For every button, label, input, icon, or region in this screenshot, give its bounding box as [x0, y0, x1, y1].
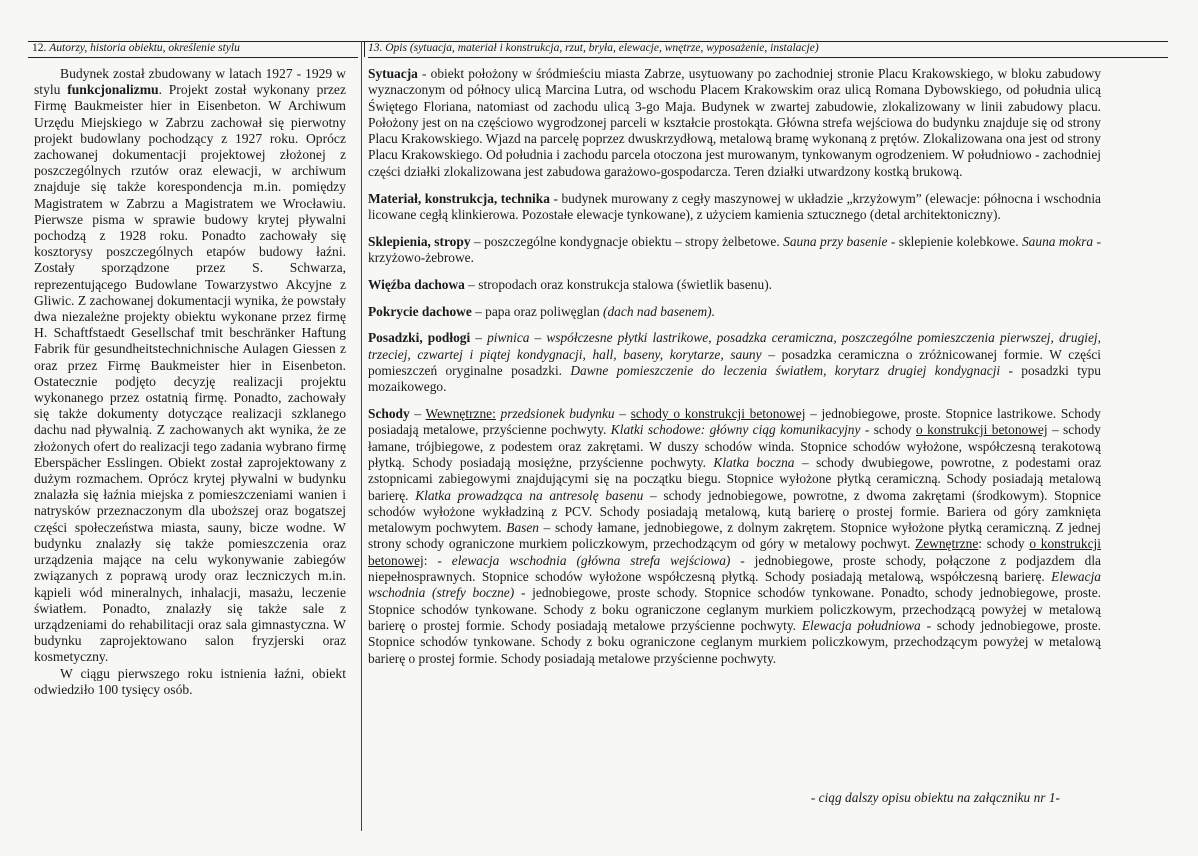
description-column — [368, 66, 1101, 677]
schody-text: – jednobiegowe, proste. Stopnice lastrikowe. Schody posiadają metalowe, przyścienne pochwyty. — [368, 406, 1101, 438]
schody-text: - jednobiegowe, proste schody. Stopnice schodów tynkowane. Ponadto, schody jednobiegowe, proste. Stopnice schodów tynkowane. Schody z boku ograniczone ceglanym murkiem policzkowym, przechodzącą powyżej w metalową barierę o prostej formie. Schody posiadają metalowe przyścienne pochwyty. — [368, 585, 1101, 633]
right-header-rule — [368, 57, 1168, 58]
pokrycie-label: Pokrycie dachowe — [368, 303, 472, 319]
posadzki-text: – posadzka ceramiczna o zróżnicowanej formie. W części pomieszczeń oryginalne posadzki. — [368, 346, 1102, 378]
left-header-rule — [28, 57, 358, 58]
schody-italic: elewacja wschodnia (główna strefa wejściowa) — [451, 552, 731, 568]
right-section-title: Opis (sytuacja, materiał i konstrukcja, rzut, bryła, elewacje, wnętrze, wyposażenie, instalacje) — [385, 42, 819, 54]
pokrycie-text: – papa oraz poliwęglan — [471, 303, 604, 319]
schody-text: : - — [423, 552, 452, 568]
sklepienia-italic: Sauna przy basenie — [783, 233, 888, 249]
column-divider — [361, 41, 362, 831]
continuation-note: - ciąg dalszy opisu obiektu na załączniku nr 1- — [810, 790, 1060, 805]
header-divider — [364, 41, 365, 57]
sklepienia-text: - krzyżowo-żebrowe. — [368, 233, 1101, 265]
schody-italic: Basen — [506, 520, 540, 536]
sklepienia-paragraph — [368, 234, 1101, 267]
wiezba-text: – stropodach oraz konstrukcja stalowa (świetlik basenu). — [464, 276, 772, 292]
schody-text: - schody — [860, 422, 917, 438]
history-text-cont: . Projekt został wykonany przez Firmę Baukmeister hier in Eisenbeton. W Archiwum Urzędu Miejskiego w Zabrzu zachował się pierwotny projekt budowlany pochodzący z 1927 roku. Oprócz zachowanej dokumentacji projektowej złożonej z poszczególnych rzutów oraz elewacji, w archiwum znajduje się także korespondencja m.in. pomiędzy Magistratem w Zabrzu a Magistratem we Wrocławiu. Pierwsze pisma w sprawie budowy krytej pływalni pochodzą z 1928 roku. Ponadto zachowały się kosztorysy poszczególnych etapów budowy łaźni. Zostały sporządzone przez S. Schwarza, reprezentującego Budowlane Towarzystwo Akcyjne z Gliwic. Z zachowanej dokumentacji wynika, że powstały dwa niezależne projekty obiektu wykonane przez firmę H. Schaftfstaedt Gesellschaf tmit beschränker Haftung Fabrik für gesundheitstechnichnische Aulagen Giessen z oraz przez Firmę Baukmeister hier in Eisenbeton. Ostatecznie podjęto decyzję realizacji projektu wykonanego przez ostatnią firmę. Ponadto, zachowały się także dokumenty dotyczące realizacji szklanego dachu nad pływalnią. Z zachowanych akt wynika, że ze złożonych ofert do realizacji tego zadania wybrano firmę Eberspächer Esslingen. Obiekt został zaprojektowany z dużym rozmachem. Oprócz krytej pływalni w budynku znalazła się łaźnia miejska z pomieszczeniami wanien i natrysków przeznaczonym dla uboższej oraz bogatszej części społeczeństwa miasta, sauny, bicze wodne. W budynku znalazły się także pomieszczenia oraz urządzenia mające na celu wykonywanie zabiegów związanych z poprawą urody oraz leczniczych m.in. kąpieli wód mineralnych, inhalacji, masażu, leczenie światłem. Ponadto, znalazły się także sale z urządzeniami do rehabilitacji oraz sala gimnastyczna. W budynku zaprojektowano salon fryzjerski oraz kosmetyczny. — [34, 82, 346, 665]
sytuacja-paragraph — [368, 66, 1101, 180]
visitors-paragraph: W ciągu pierwszego roku istnienia łaźni, obiekt odwiedziło 100 tysięcy osób. — [34, 665, 346, 697]
style-name: funkcjonalizmu — [67, 82, 159, 98]
sklepienia-italic: Sauna mokra — [1021, 233, 1094, 249]
right-section-header — [368, 42, 819, 54]
history-text: Budynek został zbudowany w latach 1927 - 1929 w stylu — [34, 66, 346, 98]
schody-underlined: schody o konstrukcji betonowej — [630, 406, 806, 422]
material-label: Materiał, konstrukcja, technika — [368, 190, 550, 206]
schody-italic: Klatki schodowe: główny ciąg komunikacyjny — [610, 422, 861, 438]
sytuacja-text: - obiekt położony w śródmieściu miasta Zabrze, usytuowany po zachodniej stronie Placu Krakowskiego, w bloku zabudowy wyznaczonym od północy ulicą Marcina Lutra, od wschodu Placem Krakowskim oraz ulicą Romana Dybowskiego, od południa ulicą Świętego Floriana, natomiast od zachodu ulicą 3-go Maja. Budynek w zwartej zabudowie, zlokalizowany w linii zabudowy placu. Położony jest on na częściowo wygrodzonej parceli w kształcie prostokąta. Główna strefa wejściowa do budynku znajduje się od strony Placu Krakowskiego. Wjazd na parcelę poprzez dwuskrzydłową, metalową bramę wykonaną z prętów. Zlokalizowana ona jest od strony Placu Krakowskiego. Od południa i zachodu parcela otoczona jest murowanym, tynkowanym ogrodzeniem. W południowo - zachodniej części działki zlokalizowana jest zabudowa garażowo-gospodarcza. Teren działki utwardzony kostką brukową. — [368, 66, 1101, 179]
schody-underlined: Wewnętrzne: — [425, 406, 496, 422]
material-text: - budynek murowany z cegły maszynowej w układzie „krzyżowym” (elewacje: północna i wschodnia licowane cegłą klinkierowa. Pozostałe elewacje tynkowane), z użyciem kamienia sztucznego (detal architektoniczny). — [368, 190, 1101, 222]
wiezba-paragraph — [368, 277, 1101, 293]
sklepienia-text: - sklepienie kolebkowe. — [887, 233, 1022, 249]
schody-label: Schody — [368, 406, 410, 422]
posadzki-italic: Dawne pomieszczenie do leczenia światłem, korytarz drugiej kondygnacji — [570, 362, 1001, 378]
posadzki-paragraph — [368, 330, 1101, 395]
schody-underlined: o konstrukcji betonowej — [368, 536, 1101, 568]
schody-underlined: o konstrukcji betonowej — [916, 422, 1048, 438]
sklepienia-label: Sklepienia, stropy — [368, 233, 471, 249]
posadzki-label: Posadzki, podłogi — [368, 330, 471, 346]
schody-text: – — [409, 406, 426, 422]
schody-text: – schody jednobiegowe, powrotne, z dwoma zakrętami (środkowym). Stopnice schodów wyłożone wykładziną z PCV. Schody posiadają metalową, kutą barierę o prostej formie. Bariera od góry zamknięta metalowym pochwytem. — [368, 487, 1101, 536]
schody-text: : schody — [978, 536, 1030, 552]
schody-italic: Elewacja wschodnia (strefy boczne) — [368, 569, 1101, 601]
sytuacja-label: Sytuacja — [368, 66, 418, 81]
schody-text: - jednobiegowe, proste schody, połączone z podjazdem dla niepełnosprawnych. Stopnice schodów wyłożone współczesną płytką. Schody posiadają metalową, współczesną barierę. — [368, 552, 1101, 585]
schody-italic: przedsionek budynku — [495, 406, 615, 422]
history-column — [34, 66, 346, 698]
posadzki-italic: – piwnica – współczesne płytki lastrikowe, posadzka ceramiczna, poszczególne pomieszczenia pierwszej, drugiej, trzeciej, czwartej i piątej kondygnacji, hall, baseny, korytarze, sauny — [368, 330, 1101, 362]
posadzki-text: - posadzki typu mozaikowego. — [368, 362, 1101, 395]
schody-text: – schody dwubiegowe, powrotne, z podestami oraz zstopnicami zabiegowymi znajdującymi się na początku biegu. Stopnice wyłożone płytką ceramiczną. Schody posiadają metalową barierę. — [368, 454, 1101, 503]
schody-text: – — [614, 406, 631, 422]
left-section-title: Autorzy, historia obiektu, określenie stylu — [49, 42, 240, 54]
schody-text: – schody łamane, jednobiegowe, z dolnym zakrętem. Stopnice wyłożone płytką ceramiczną. Z jednej strony schody ograniczone murkiem policzkowym, przechodzącym od góry w metalowy pochwyt. — [368, 520, 1101, 552]
left-section-header — [32, 42, 240, 54]
history-paragraph — [34, 66, 346, 666]
sklepienia-text: – poszczególne kondygnacje obiektu – stropy żelbetowe. — [470, 233, 784, 249]
left-section-number: 12. — [32, 42, 47, 54]
schody-italic: Elewacja południowa — [801, 617, 921, 633]
schody-italic: Klatka prowadząca na antresolę basenu — [415, 487, 644, 503]
schody-text: – schody łamane, trójbiegowe, z podestem oraz zakrętami. W duszy schodów winda. Stopnice schodów wyłożone, współczesną terakotową płytką. Schody posiadają mosiężne, przyścienne pochwyty. — [368, 422, 1101, 470]
schody-underlined: Zewnętrzne — [915, 536, 979, 552]
material-paragraph — [368, 191, 1101, 224]
schody-paragraph — [368, 406, 1101, 667]
right-section-number: 13. — [368, 42, 383, 54]
schody-text: - schody jednobiegowe, proste. Stopnice schodów tynkowane. Schody z boku ograniczone ceglanym murkiem policzkowym, przechodzącym powyżej w metalową barierę o prostej formie. Schody posiadają metalowe przyścienne pochwyty. — [368, 617, 1101, 666]
pokrycie-italic: (dach nad basenem). — [603, 303, 715, 319]
wiezba-label: Więźba dachowa — [368, 276, 465, 292]
schody-italic: Klatka boczna — [713, 454, 795, 470]
pokrycie-paragraph — [368, 304, 1101, 320]
